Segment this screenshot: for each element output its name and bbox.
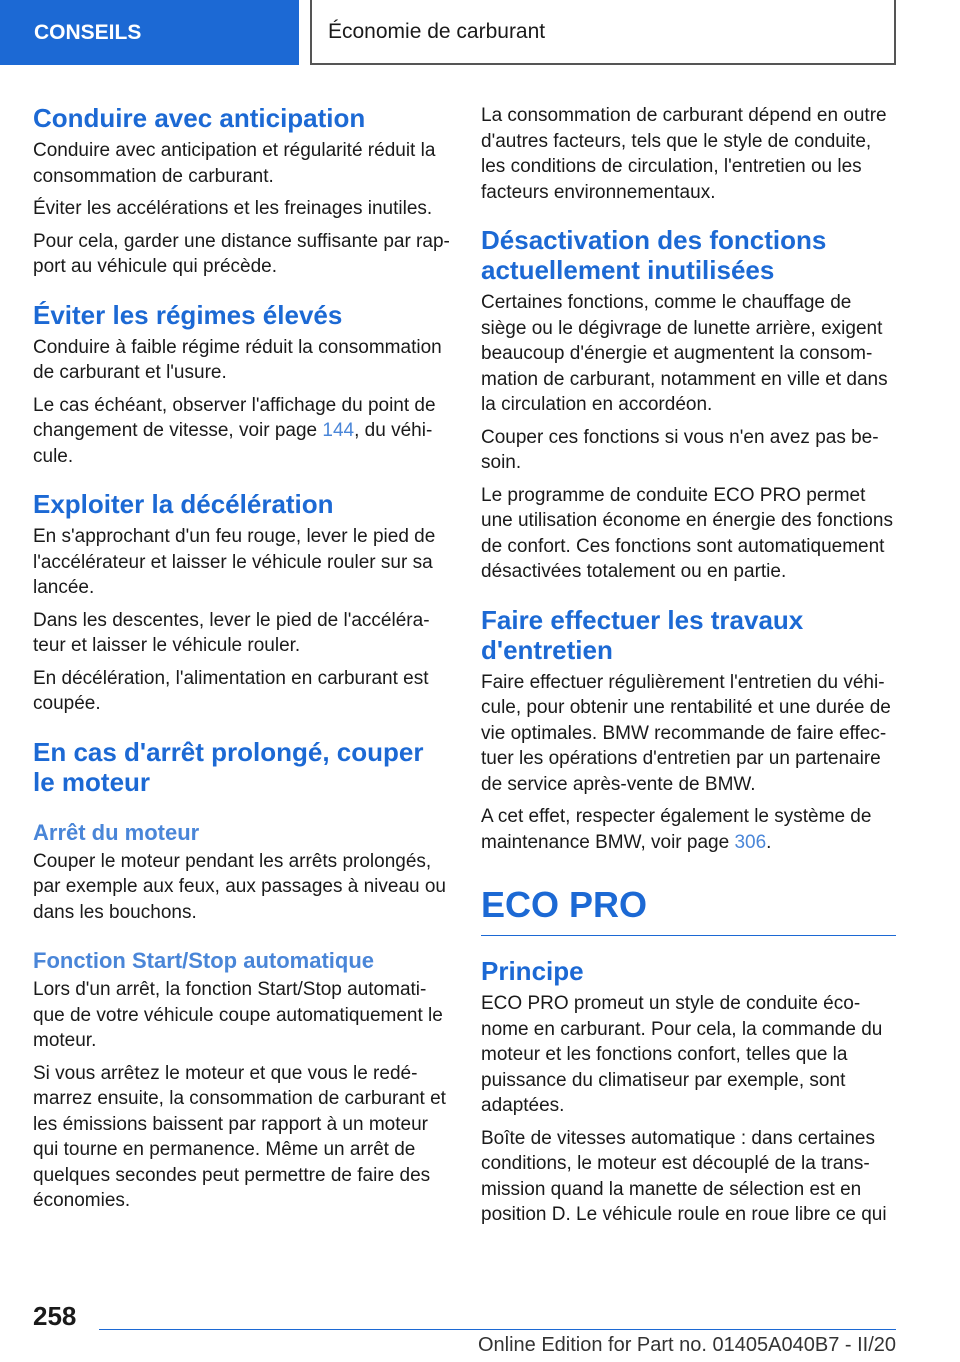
heading-arret-prolonge: En cas d'arrêt prolongé, couper le moteur	[33, 736, 424, 797]
paragraph: Certaines fonctions, comme le chauffage de siège ou le dégivrage de lunette arrière, exigent beaucoup d'énergie et augmentent la consommation de carburant, notamment en ville et dans la circulation en accordéon.	[481, 292, 888, 415]
paragraph: Boîte de vitesses automatique : dans certaines conditions, le moteur est découplé de la transmission quand la manette de sélection est en position D. Le véhicule roule en roue libre ce qui	[481, 1127, 887, 1225]
chapter-header	[310, 0, 896, 65]
page-link-306[interactable]: 306	[734, 831, 767, 853]
text: .	[766, 831, 772, 853]
paragraph: La consommation de carburant dépend en outre d'autres facteurs, tels que le style de conduite, les conditions de circulation, l'entretien ou les facteurs environnementaux.	[481, 105, 887, 203]
paragraph	[481, 804, 896, 855]
paragraph: Faire effectuer régulièrement l'entretien du véhicule, pour obtenir une rentabilité et une durée de vie optimales. BMW recommande de faire effectuer les opérations d'entretien par un partenaire de service après-vente de BMW.	[481, 671, 891, 795]
paragraph: Lors d'un arrêt, la fonction Start/Stop automatique de votre véhicule coupe automatiquement le moteur.	[33, 979, 443, 1051]
heading-anticipation: Conduire avec anticipation	[33, 103, 366, 133]
text: A cet effet, respecter également le système de maintenance BMW, voir page	[481, 806, 872, 853]
paragraph: ECO PRO promeut un style de conduite économe en carburant. Pour cela, la commande du moteur et les fonctions confort, telles que la puissance du climatiseur par exemple, sont adaptées.	[481, 993, 883, 1116]
paragraph: Si vous arrêtez le moteur et que vous le redémarrez ensuite, la consommation de carburant et les émissions baissent par rapport à un moteur qui tourne en permanence. Même un arrêt de quelques secondes peut permettre de faire des économies.	[33, 1062, 446, 1211]
paragraph: Couper le moteur pendant les arrêts prolongés, par exemple aux feux, aux passages à niveau ou dans les bouchons.	[33, 850, 446, 923]
heading-deceleration: Exploiter la décélération	[33, 489, 334, 519]
paragraph: Couper ces fonctions si vous n'en avez pas besoin.	[481, 426, 879, 473]
paragraph: Pour cela, garder une distance suffisante par rapport au véhicule qui précède.	[33, 230, 450, 277]
subheading-start-stop: Fonction Start/Stop automatique	[33, 948, 374, 973]
paragraph: Dans les descentes, lever le pied de l'accélérateur et laisser le véhicule rouler.	[33, 609, 430, 656]
edition-note: Online Edition for Part no. 01405A040B7 - II/20	[477, 1334, 896, 1356]
text: , du véhicule.	[33, 420, 433, 467]
paragraph: Éviter les accélérations et les freinages inutiles.	[33, 198, 433, 219]
heading-regimes: Éviter les régimes élevés	[33, 299, 343, 330]
page-link-144[interactable]: 144	[322, 420, 355, 441]
page-number: 258	[33, 1301, 77, 1331]
paragraph	[33, 393, 451, 470]
text: Le cas échéant, observer l'affichage du point de changement de vitesse, voir page	[33, 394, 436, 441]
heading-principe: Principe	[481, 956, 584, 986]
left-column	[33, 103, 451, 1221]
paragraph: Le programme de conduite ECO PRO permet une utilisation économe en énergie des fonctions de confort. Ces fonctions sont automatiquement désactivées totalement ou en partie.	[481, 484, 893, 582]
paragraph: En s'approchant d'un feu rouge, lever le pied de l'accélérateur et laisser le véhicule rouler sur sa lancée.	[33, 526, 436, 598]
heading-entretien: Faire effectuer les travaux d'entretien	[481, 604, 804, 665]
footer-divider	[99, 1329, 896, 1330]
heading-desactivation: Désactivation des fonctions actuellement inutilisées	[481, 225, 827, 285]
paragraph: Conduire avec anticipation et régularité réduit la consommation de carburant.	[33, 140, 436, 187]
paragraph: Conduire à faible régime réduit la consommation de carburant et l'usure.	[33, 336, 442, 383]
right-column	[481, 103, 896, 1235]
chapter-title: Économie de carburant	[328, 19, 546, 43]
paragraph: En décélération, l'alimentation en carburant est coupée.	[33, 667, 429, 714]
section-tab	[0, 0, 299, 65]
chapter-heading-eco-pro: ECO PRO	[481, 881, 896, 936]
section-label: CONSEILS	[34, 20, 142, 44]
subheading-arret-moteur: Arrêt du moteur	[33, 819, 200, 845]
